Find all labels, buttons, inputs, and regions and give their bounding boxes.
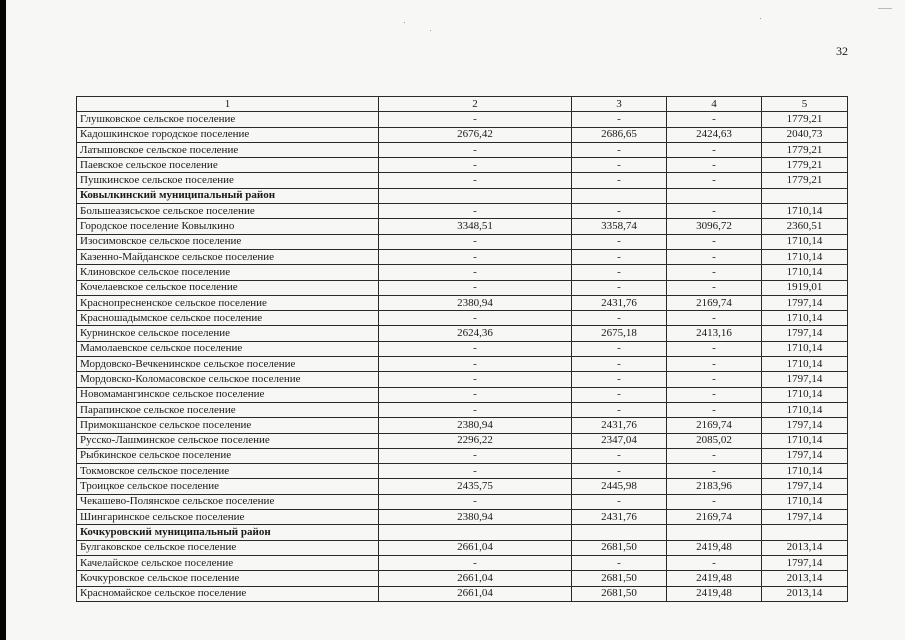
settlement-name-cell: Кочелаевское сельское поселение [77, 280, 379, 295]
settlement-name-cell: Троицкое сельское поселение [77, 479, 379, 494]
value-cell: - [379, 280, 572, 295]
value-cell: - [572, 555, 667, 570]
value-cell: 1919,01 [762, 280, 848, 295]
settlement-name-cell: Качелайское сельское поселение [77, 555, 379, 570]
value-cell: - [572, 402, 667, 417]
table-row [77, 295, 848, 310]
value-cell: - [667, 448, 762, 463]
table-row [77, 464, 848, 479]
table-row [77, 341, 848, 356]
table-row [77, 234, 848, 249]
value-cell: 1710,14 [762, 433, 848, 448]
settlement-name-cell: Кочкуровский муниципальный район [77, 525, 379, 540]
value-cell: 2013,14 [762, 571, 848, 586]
scan-edge-bar [0, 0, 6, 640]
value-cell: 2424,63 [667, 127, 762, 142]
value-cell: - [667, 112, 762, 127]
value-cell: 2296,22 [379, 433, 572, 448]
value-cell: 2085,02 [667, 433, 762, 448]
table-row [77, 479, 848, 494]
value-cell: 1797,14 [762, 372, 848, 387]
table-row [77, 510, 848, 525]
settlement-name-cell: Латышовское сельское поселение [77, 142, 379, 157]
value-cell: - [667, 464, 762, 479]
header-cell: 4 [667, 97, 762, 112]
value-cell: - [379, 357, 572, 372]
value-cell: - [379, 387, 572, 402]
data-table [76, 96, 848, 602]
table-row [77, 112, 848, 127]
table-section-row [77, 525, 848, 540]
table-row [77, 571, 848, 586]
value-cell: 1710,14 [762, 357, 848, 372]
value-cell: - [572, 372, 667, 387]
value-cell: 1710,14 [762, 494, 848, 509]
value-cell: - [572, 265, 667, 280]
value-cell: - [379, 158, 572, 173]
value-cell: 1710,14 [762, 311, 848, 326]
value-cell: - [572, 234, 667, 249]
value-cell: - [572, 204, 667, 219]
value-cell: - [572, 173, 667, 188]
settlement-name-cell: Русско-Лашминское сельское поселение [77, 433, 379, 448]
settlement-name-cell: Рыбкинское сельское поселение [77, 448, 379, 463]
scan-speck [430, 30, 431, 31]
value-cell: 2686,65 [572, 127, 667, 142]
value-cell: 1779,21 [762, 158, 848, 173]
value-cell: - [379, 311, 572, 326]
value-cell: 2624,36 [379, 326, 572, 341]
scan-speck [878, 8, 892, 9]
value-cell: 2681,50 [572, 586, 667, 601]
scan-speck [760, 18, 761, 19]
settlement-name-cell: Парапинское сельское поселение [77, 402, 379, 417]
settlement-name-cell: Глушковское сельское поселение [77, 112, 379, 127]
value-cell [667, 525, 762, 540]
value-cell: 2445,98 [572, 479, 667, 494]
value-cell: 2183,96 [667, 479, 762, 494]
settlement-name-cell: Казенно-Майданское сельское поселение [77, 249, 379, 264]
settlement-name-cell: Шингаринское сельское поселение [77, 510, 379, 525]
table-row [77, 540, 848, 555]
settlement-name-cell: Чекашево-Полянское сельское поселение [77, 494, 379, 509]
value-cell: 3096,72 [667, 219, 762, 234]
table-row [77, 586, 848, 601]
table-row [77, 387, 848, 402]
value-cell: 2676,42 [379, 127, 572, 142]
value-cell: 2169,74 [667, 418, 762, 433]
value-cell: - [667, 280, 762, 295]
table-row [77, 158, 848, 173]
value-cell: - [667, 494, 762, 509]
table-section-row [77, 188, 848, 203]
value-cell: - [379, 402, 572, 417]
table-header-row [77, 97, 848, 112]
value-cell: 2169,74 [667, 510, 762, 525]
table-row [77, 326, 848, 341]
table-row [77, 249, 848, 264]
value-cell: 2380,94 [379, 510, 572, 525]
settlement-name-cell: Мордовско-Вечкенинское сельское поселение [77, 357, 379, 372]
value-cell: - [667, 142, 762, 157]
table-row [77, 142, 848, 157]
table-row [77, 494, 848, 509]
table-row [77, 418, 848, 433]
value-cell: 2419,48 [667, 571, 762, 586]
value-cell [379, 188, 572, 203]
value-cell: 1797,14 [762, 555, 848, 570]
value-cell: 1710,14 [762, 249, 848, 264]
value-cell: - [379, 341, 572, 356]
table-row [77, 173, 848, 188]
value-cell: 2431,76 [572, 510, 667, 525]
value-cell: - [572, 280, 667, 295]
table-row [77, 265, 848, 280]
value-cell: - [667, 204, 762, 219]
value-cell: - [572, 494, 667, 509]
settlement-name-cell: Токмовское сельское поселение [77, 464, 379, 479]
settlement-name-cell: Мамолаевское сельское поселение [77, 341, 379, 356]
value-cell: 1710,14 [762, 402, 848, 417]
table-row [77, 219, 848, 234]
page-number: 32 [836, 44, 848, 58]
value-cell: 2661,04 [379, 586, 572, 601]
settlement-name-cell: Курнинское сельское поселение [77, 326, 379, 341]
value-cell: 1779,21 [762, 142, 848, 157]
value-cell: 1710,14 [762, 387, 848, 402]
value-cell: - [379, 112, 572, 127]
value-cell: 1779,21 [762, 112, 848, 127]
settlement-name-cell: Кадошкинское городское поселение [77, 127, 379, 142]
value-cell: 1710,14 [762, 204, 848, 219]
value-cell: - [379, 555, 572, 570]
table-row [77, 127, 848, 142]
value-cell: - [667, 265, 762, 280]
value-cell: - [572, 341, 667, 356]
value-cell: - [379, 494, 572, 509]
value-cell [762, 188, 848, 203]
value-cell [572, 525, 667, 540]
settlement-name-cell: Пушкинское сельское поселение [77, 173, 379, 188]
value-cell: - [572, 142, 667, 157]
value-cell: 1710,14 [762, 341, 848, 356]
settlement-name-cell: Булгаковское сельское поселение [77, 540, 379, 555]
value-cell: 2431,76 [572, 295, 667, 310]
value-cell: - [667, 372, 762, 387]
settlement-name-cell: Городское поселение Ковылкино [77, 219, 379, 234]
value-cell: - [667, 234, 762, 249]
settlement-name-cell: Изосимовское сельское поселение [77, 234, 379, 249]
value-cell: - [379, 173, 572, 188]
value-cell [762, 525, 848, 540]
value-cell: 1710,14 [762, 265, 848, 280]
settlement-name-cell: Краснопресненское сельское поселение [77, 295, 379, 310]
value-cell: 2681,50 [572, 571, 667, 586]
value-cell: - [667, 387, 762, 402]
value-cell: 2435,75 [379, 479, 572, 494]
value-cell: 1797,14 [762, 479, 848, 494]
value-cell: 1797,14 [762, 326, 848, 341]
value-cell: - [667, 173, 762, 188]
settlement-name-cell: Новомамангинское сельское поселение [77, 387, 379, 402]
value-cell: 3348,51 [379, 219, 572, 234]
value-cell: 2661,04 [379, 540, 572, 555]
value-cell: 1710,14 [762, 234, 848, 249]
value-cell: - [379, 464, 572, 479]
value-cell: 1797,14 [762, 418, 848, 433]
settlement-name-cell: Кочкуровское сельское поселение [77, 571, 379, 586]
table-row [77, 433, 848, 448]
value-cell: - [379, 265, 572, 280]
settlement-name-cell: Примокшанское сельское поселение [77, 418, 379, 433]
value-cell: 1797,14 [762, 448, 848, 463]
value-cell [379, 525, 572, 540]
scan-speck [404, 22, 405, 23]
table-row [77, 448, 848, 463]
value-cell [667, 188, 762, 203]
value-cell: - [379, 234, 572, 249]
value-cell: - [572, 464, 667, 479]
value-cell: 2661,04 [379, 571, 572, 586]
settlement-name-cell: Мордовско-Коломасовское сельское поселение [77, 372, 379, 387]
value-cell: - [667, 158, 762, 173]
settlement-name-cell: Красношадымское сельское поселение [77, 311, 379, 326]
value-cell: 2431,76 [572, 418, 667, 433]
value-cell: 2360,51 [762, 219, 848, 234]
settlement-name-cell: Клиновское сельское поселение [77, 265, 379, 280]
header-cell: 3 [572, 97, 667, 112]
value-cell: - [667, 311, 762, 326]
table-row [77, 555, 848, 570]
value-cell: - [379, 204, 572, 219]
value-cell: - [572, 112, 667, 127]
header-cell: 1 [77, 97, 379, 112]
value-cell: 2169,74 [667, 295, 762, 310]
value-cell: - [667, 402, 762, 417]
value-cell: 2681,50 [572, 540, 667, 555]
table-row [77, 280, 848, 295]
value-cell: - [379, 448, 572, 463]
value-cell: 1779,21 [762, 173, 848, 188]
value-cell: 2013,14 [762, 586, 848, 601]
value-cell: 2380,94 [379, 418, 572, 433]
value-cell: - [379, 372, 572, 387]
value-cell: - [572, 357, 667, 372]
table-row [77, 357, 848, 372]
value-cell: 2413,16 [667, 326, 762, 341]
value-cell: - [667, 555, 762, 570]
value-cell: 1797,14 [762, 295, 848, 310]
value-cell: - [379, 142, 572, 157]
table-body [77, 97, 848, 602]
value-cell: 2675,18 [572, 326, 667, 341]
settlement-name-cell: Красномайское сельское поселение [77, 586, 379, 601]
value-cell: - [572, 448, 667, 463]
settlement-name-cell: Паевское сельское поселение [77, 158, 379, 173]
table-row [77, 204, 848, 219]
value-cell: - [667, 249, 762, 264]
header-cell: 5 [762, 97, 848, 112]
value-cell: 2040,73 [762, 127, 848, 142]
header-cell: 2 [379, 97, 572, 112]
value-cell: - [379, 249, 572, 264]
value-cell: 3358,74 [572, 219, 667, 234]
value-cell [572, 188, 667, 203]
value-cell: - [667, 341, 762, 356]
table-row [77, 402, 848, 417]
table-row [77, 311, 848, 326]
value-cell: - [572, 387, 667, 402]
value-cell: 2347,04 [572, 433, 667, 448]
value-cell: 2013,14 [762, 540, 848, 555]
value-cell: 2419,48 [667, 586, 762, 601]
value-cell: - [572, 311, 667, 326]
settlement-name-cell: Большеазясьское сельское поселение [77, 204, 379, 219]
value-cell: 2380,94 [379, 295, 572, 310]
value-cell: 1797,14 [762, 510, 848, 525]
settlement-name-cell: Ковылкинский муниципальный район [77, 188, 379, 203]
value-cell: 2419,48 [667, 540, 762, 555]
value-cell: - [572, 158, 667, 173]
value-cell: - [572, 249, 667, 264]
table-row [77, 372, 848, 387]
value-cell: - [667, 357, 762, 372]
value-cell: 1710,14 [762, 464, 848, 479]
